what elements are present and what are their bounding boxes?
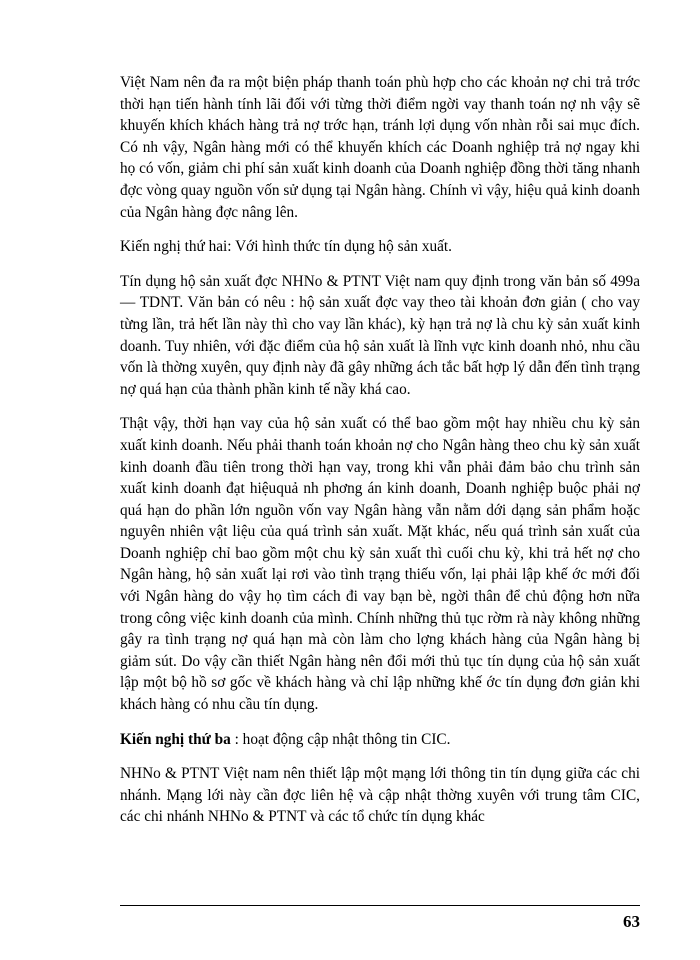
document-body bbox=[120, 72, 640, 841]
paragraph-2-heading: Kiến nghị thứ hai: Với hình thức tín dụng hộ sản xuất. bbox=[120, 238, 452, 256]
paragraph-5-lead: Kiến nghị thứ ba bbox=[120, 730, 231, 748]
footer-divider bbox=[120, 905, 640, 906]
paragraph-5-text: : hoạt động cập nhật thông tin CIC. bbox=[230, 730, 451, 748]
paragraph-5-heading bbox=[120, 729, 640, 751]
paragraph-4: Thật vậy, thời hạn vay của hộ sản xuất có thể bao gồm một hay nhiều chu kỳ sản xuất kinh doanh. Nếu phải thanh toán khoản nợ cho Ngân hàng theo chu kỳ sản xuất kinh doanh đầu tiên trong thời hạn vay, trong khi vẫn phải đảm bảo chu trình sản xuất kinh doanh đạt hiệuquả nh phơng án kinh doanh, Doanh nghiệp buộc phải nợ quá hạn do phần lớn nguồn vốn vay Ngân hàng vẫn nằm dới dạng sản phẩm hoặc nguyên nhiên vật liệu của quá trình sản xuất. Mặt khác, nếu quá trình sản xuất của Doanh nghiệp chỉ bao gồm một chu kỳ sản xuất thì cuối chu kỳ, khi trả hết nợ cho Ngân hàng, hộ sản xuất lại rơi vào tình trạng thiếu vốn, lại phải lập khế ớc mới đối với Ngân hàng do vậy họ tìm cách đi vay bạn bè, ngời thân để chủ động hơn nữa trong công việc kinh doanh của mình. Chính những thủ tục rờm rà này không những gây ra tình trạng nợ quá hạn mà còn làm cho lợng khách hàng của Ngân hàng bị giảm sút. Do vậy cần thiết Ngân hàng nên đổi mới thủ tục tín dụng của hộ sản xuất lập một bộ hồ sơ gốc về khách hàng và chỉ lập những khế ớc tín dụng đơn giản khi khách hàng có nhu cầu tín dụng. bbox=[120, 415, 640, 714]
paragraph-3: Tín dụng hộ sản xuất đợc NHNo & PTNT Việt nam quy định trong văn bản số 499a — TDNT. Văn bản có nêu : hộ sản xuất đợc vay theo tài khoản đơn giản ( cho vay từng lần, trả hết lần này thì cho vay lần khác), kỳ hạn trả nợ là chu kỳ sản xuất kinh doanh. Tuy nhiên, với đặc điểm của hộ sản xuất là lĩnh vực kinh doanh nhỏ, nhu cầu vốn là thờng xuyên, quy định này đã gây những ách tắc bất hợp lý dẫn đến tình trạng nợ quá hạn của thành phần kinh tế nầy khá cao. bbox=[120, 272, 640, 398]
page-number: 63 bbox=[623, 912, 640, 931]
paragraph-1: Việt Nam nên đa ra một biện pháp thanh toán phù hợp cho các khoản nợ chi trả trớc thời hạn tiến hành tính lãi đối với từng thời điểm ngời vay thanh toán nợ nh vậy sẽ khuyến khích khách hàng trả nợ trớc hạn, tránh lợi dụng vốn nhàn rỗi sai mục đích. Có nh vậy, Ngân hàng mới có thể khuyến khích các Doanh nghiệp trả nợ ngay khi họ có vốn, giảm chi phí sản xuất kinh doanh của Doanh nghiệp đồng thời tăng nhanh đợc vòng quay nguồn vốn sử dụng tại Ngân hàng. Chính vì vậy, hiệu quả kinh doanh của Ngân hàng đợc nâng lên. bbox=[120, 74, 641, 221]
paragraph-6: NHNo & PTNT Việt nam nên thiết lập một mạng lới thông tin tín dụng giữa các chi nhánh. Mạng lới này cần đợc liên hệ và cập nhật thờng xuyên với trung tâm CIC, các chi nhánh NHNo & PTNT và các tổ chức tín dụng khác bbox=[120, 765, 640, 826]
